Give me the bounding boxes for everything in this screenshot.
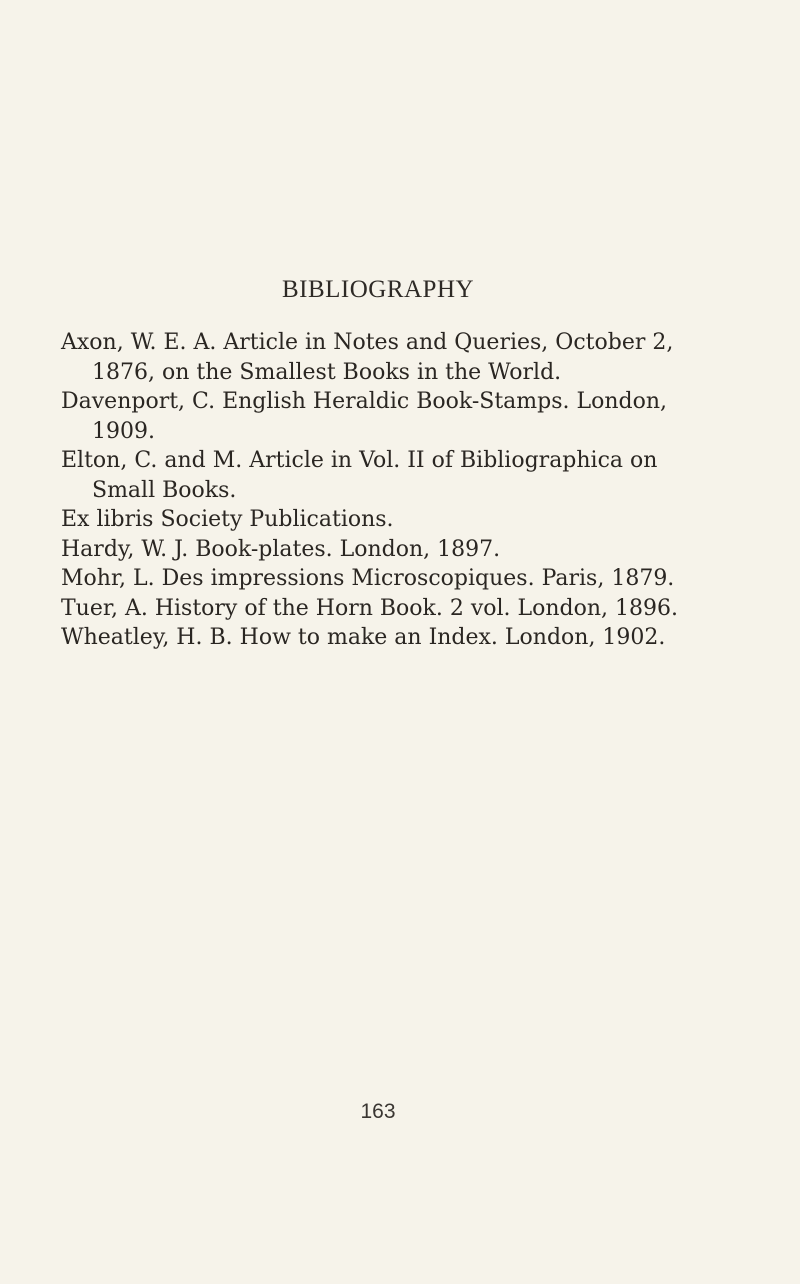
page-title: BIBLIOGRAPHY xyxy=(281,276,475,303)
bibliography-entry: Tuer, A. History of the Horn Book. 2 vol. London, 1896. xyxy=(61,595,679,621)
bibliography-entry: Davenport, C. English Heraldic Book-Stamps. London, 1909. xyxy=(61,389,668,444)
bibliography-entry: Mohr, L. Des impressions Microscopiques. Paris, 1879. xyxy=(61,566,675,591)
bibliography-list xyxy=(61,328,721,653)
bibliography-entry: Elton, C. and M. Article in Vol. II of Bibliographica on Small Books. xyxy=(61,448,658,503)
bibliography-entry: Ex libris Society Publications. xyxy=(61,507,394,532)
bibliography-entry: Axon, W. E. A. Article in Notes and Queries, October 2, 1876, on the Smallest Books in the World. xyxy=(61,330,674,385)
bibliography-entry: Wheatley, H. B. How to make an Index. London, 1902. xyxy=(61,625,666,650)
bibliography-entry: Hardy, W. J. Book-plates. London, 1897. xyxy=(61,536,501,562)
page-number: 163 xyxy=(360,1100,396,1123)
